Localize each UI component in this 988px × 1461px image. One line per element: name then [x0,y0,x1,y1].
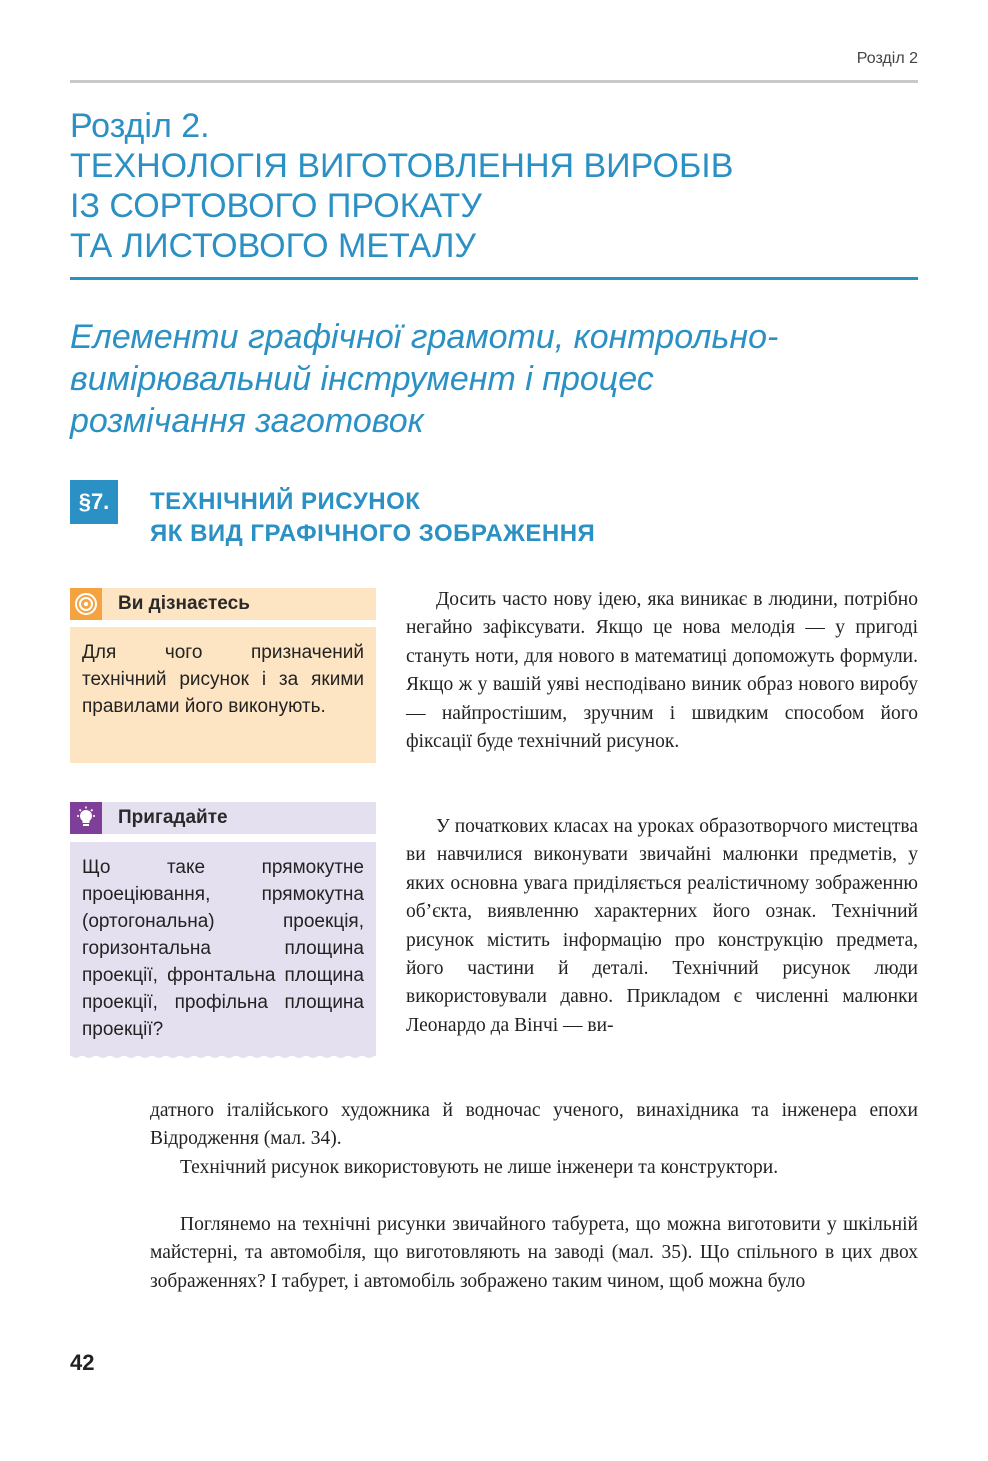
paragraph-3: Технічний рисунок використовують не лише інженери та конструктори. [180,1157,779,1178]
header-rule [70,80,918,83]
paragraph-1: Досить часто нову ідею, яка виникає в людини, потрібно негайно зафіксувати. Якщо це нова мелодія — у пригоді стануть ноти, для нового в математиці допоможуть формули. Якщо ж у вашій уяві несподівано виник образ нового виробу — найпростішим, зручним і швидким способом його фіксації буде технічний рисунок. [406,589,918,753]
paragraph-2: У початкових класах на уроках образотворчого мистецтва ви навчилися виконувати звичайні малюнки предметів, у яких основна увага приділяється реалістичному зображенню об’єкта, виявленню характерних його ознак. Технічний рисунок містить інформацію про конструкцію предмета, його частини й деталі. Технічний рисунок люди використовували давно. Прикладом є численні малюнки Леонардо да Вінчі — ви- [406,816,918,1036]
chapter-title: ТЕХНОЛОГІЯ ВИГОТОВЛЕННЯ ВИРОБІВ ІЗ СОРТОВОГО ПРОКАТУ ТА ЛИСТОВОГО МЕТАЛУ [70,147,734,265]
recall-box-wavy-edge [70,1050,376,1062]
target-icon [70,588,102,620]
learn-box-wavy-edge [70,755,376,767]
paragraph-2-continued: датного італійського художника й водночас ученого, винахідника та інженера епохи Відродження (мал. 34). [150,1100,918,1150]
learn-box-text: Для чого призначений технічний рисунок і за якими правилами його виконують. [70,627,376,763]
recall-box-text: Що таке прямокутне проеціювання, прямокутна (ортогональна) проекція, горизонтальна площина проекції, фронтальна площина проекції, профільна площина проекції? [70,842,376,1056]
chapter-heading [70,106,930,266]
recall-box-title: Пригадайте [118,807,228,828]
chapter-rule [70,277,918,280]
running-head: Розділ 2 [856,50,918,67]
topic-subtitle: Елементи графічної грамоти, контрольно- вимірювальний інструмент і процес розмічання заготовок [70,318,779,440]
paragraph-4: Поглянемо на технічні рисунки звичайного табурета, що можна виготовити у шкільній майстерні, та автомобіля, що виготовляють на заводі (мал. 35). Що спільного в цих двох зображеннях? І табурет, і автомобіль зображено таким чином, щоб можна було [150,1214,918,1292]
recall-box-heading [70,802,376,834]
learn-box-title: Ви дізнаєтесь [118,593,250,614]
section-badge: §7. [70,480,118,524]
learn-box-heading [70,588,376,620]
page-number: 42 [70,1350,95,1375]
lightbulb-icon [70,802,102,834]
chapter-number: Розділ 2. [70,107,210,145]
section-title: ТЕХНІЧНИЙ РИСУНОК ЯК ВИД ГРАФІЧНОГО ЗОБРАЖЕННЯ [150,488,596,547]
